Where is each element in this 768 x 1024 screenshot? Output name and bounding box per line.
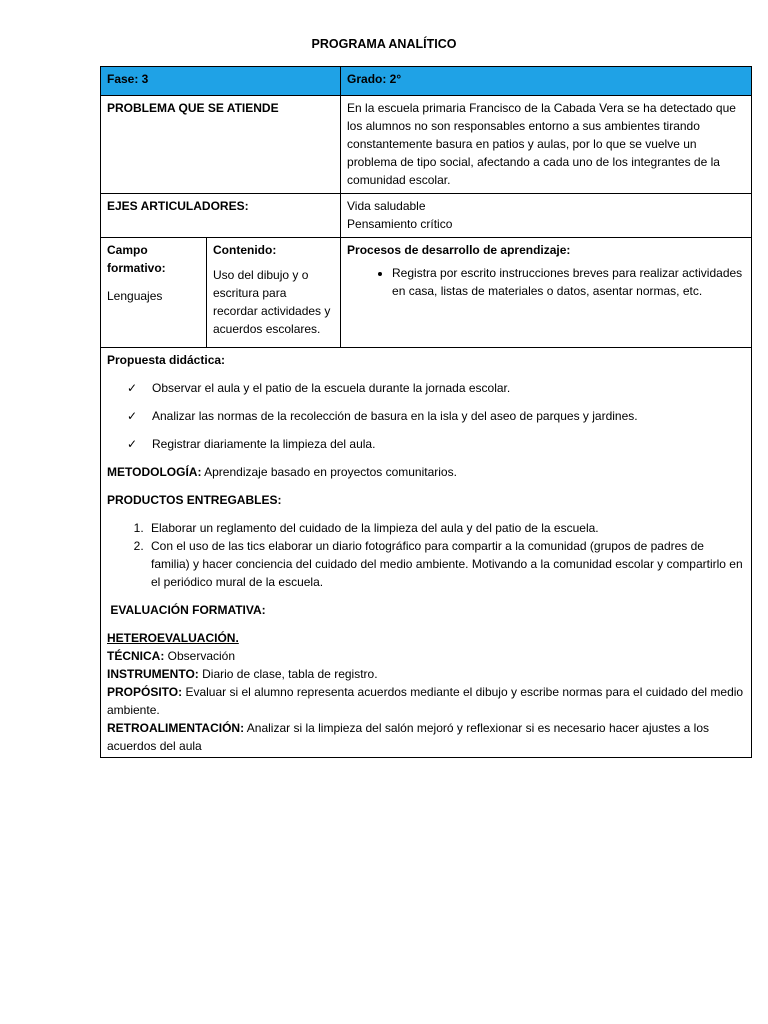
productos-label: PRODUCTOS ENTREGABLES: xyxy=(107,493,282,507)
producto-item: 1. Elaborar un reglamento del cuidado de la limpieza del aula y del patio de la escuela. xyxy=(147,519,745,537)
check-icon: ✓ xyxy=(127,437,138,451)
grado-cell: Grado: 2° xyxy=(341,67,752,96)
retro-line: RETROALIMENTACIÓN: Analizar si la limpieza del salón mejoró y reflexionar si es necesario hacer ajustes a los acuerdos del aula xyxy=(107,721,709,753)
campo-label: Campo formativo: xyxy=(107,243,166,275)
propuesta-label: Propuesta didáctica: xyxy=(107,353,226,367)
ejes-label: EJES ARTICULADORES: xyxy=(101,194,341,238)
evaluacion-label: EVALUACIÓN FORMATIVA: xyxy=(107,603,266,617)
check-item: ✓ Observar el aula y el patio de la escuela durante la jornada escolar. xyxy=(127,381,511,395)
producto-item: 2. Con el uso de las tics elaborar un diario fotográfico para compartir a la comunidad (grupos de padres de familia) y hacer conciencia del cuidado del medio ambiente. Motivando a la comunidad escolar y compartirlo en el periódico mural de la escuela. xyxy=(147,537,745,591)
proposito-line: PROPÓSITO: Evaluar si el alumno representa acuerdos mediante el dibujo y escribe normas para el cuidado del medio ambiente. xyxy=(107,685,744,717)
document-title: PROGRAMA ANALÍTICO xyxy=(311,37,457,51)
procesos-label: Procesos de desarrollo de aprendizaje: xyxy=(347,243,571,257)
contenido-text: Uso del dibujo y o escritura para recordar actividades y acuerdos escolares. xyxy=(213,268,331,336)
hetero-label: HETEROEVALUACIÓN. xyxy=(107,631,239,645)
problema-text: En la escuela primaria Francisco de la Cabada Vera se ha detectado que los alumnos no son responsables entorno a sus ambientes tirando constantemente basura en patios y aulas, por lo que se vuelve un problema de tipo social, afectando a cada uno de los integrantes de la comunidad escolar. xyxy=(341,96,752,194)
check-icon: ✓ xyxy=(127,409,138,423)
campo-value: Lenguajes xyxy=(107,289,163,303)
procesos-bullet: • Registra por escrito instrucciones breves para realizar actividades en casa, listas de materiales o datos, asentar normas, etc. xyxy=(392,264,745,300)
fase-cell: Fase: 3 xyxy=(101,67,341,96)
eje-item: Pensamiento crítico xyxy=(347,217,453,231)
ejes-row xyxy=(101,194,752,238)
metodologia-line: METODOLOGÍA: Aprendizaje basado en proyectos comunitarios. xyxy=(107,465,457,479)
check-icon: ✓ xyxy=(127,381,138,395)
problema-row xyxy=(101,96,752,194)
check-item: ✓ Analizar las normas de la recolección de basura en la isla y del aseo de parques y jardines. xyxy=(127,409,638,423)
program-table xyxy=(100,66,752,758)
campo-row xyxy=(101,238,752,348)
propuesta-row xyxy=(101,348,752,758)
eje-item: Vida saludable xyxy=(347,199,426,213)
contenido-label: Contenido: xyxy=(213,243,277,257)
instrumento-line: INSTRUMENTO: Diario de clase, tabla de registro. xyxy=(107,667,378,681)
problema-label: PROBLEMA QUE SE ATIENDE xyxy=(101,96,341,194)
tecnica-line: TÉCNICA: Observación xyxy=(107,649,236,663)
check-item: ✓ Registrar diariamente la limpieza del aula. xyxy=(127,437,376,451)
header-row xyxy=(101,67,752,96)
